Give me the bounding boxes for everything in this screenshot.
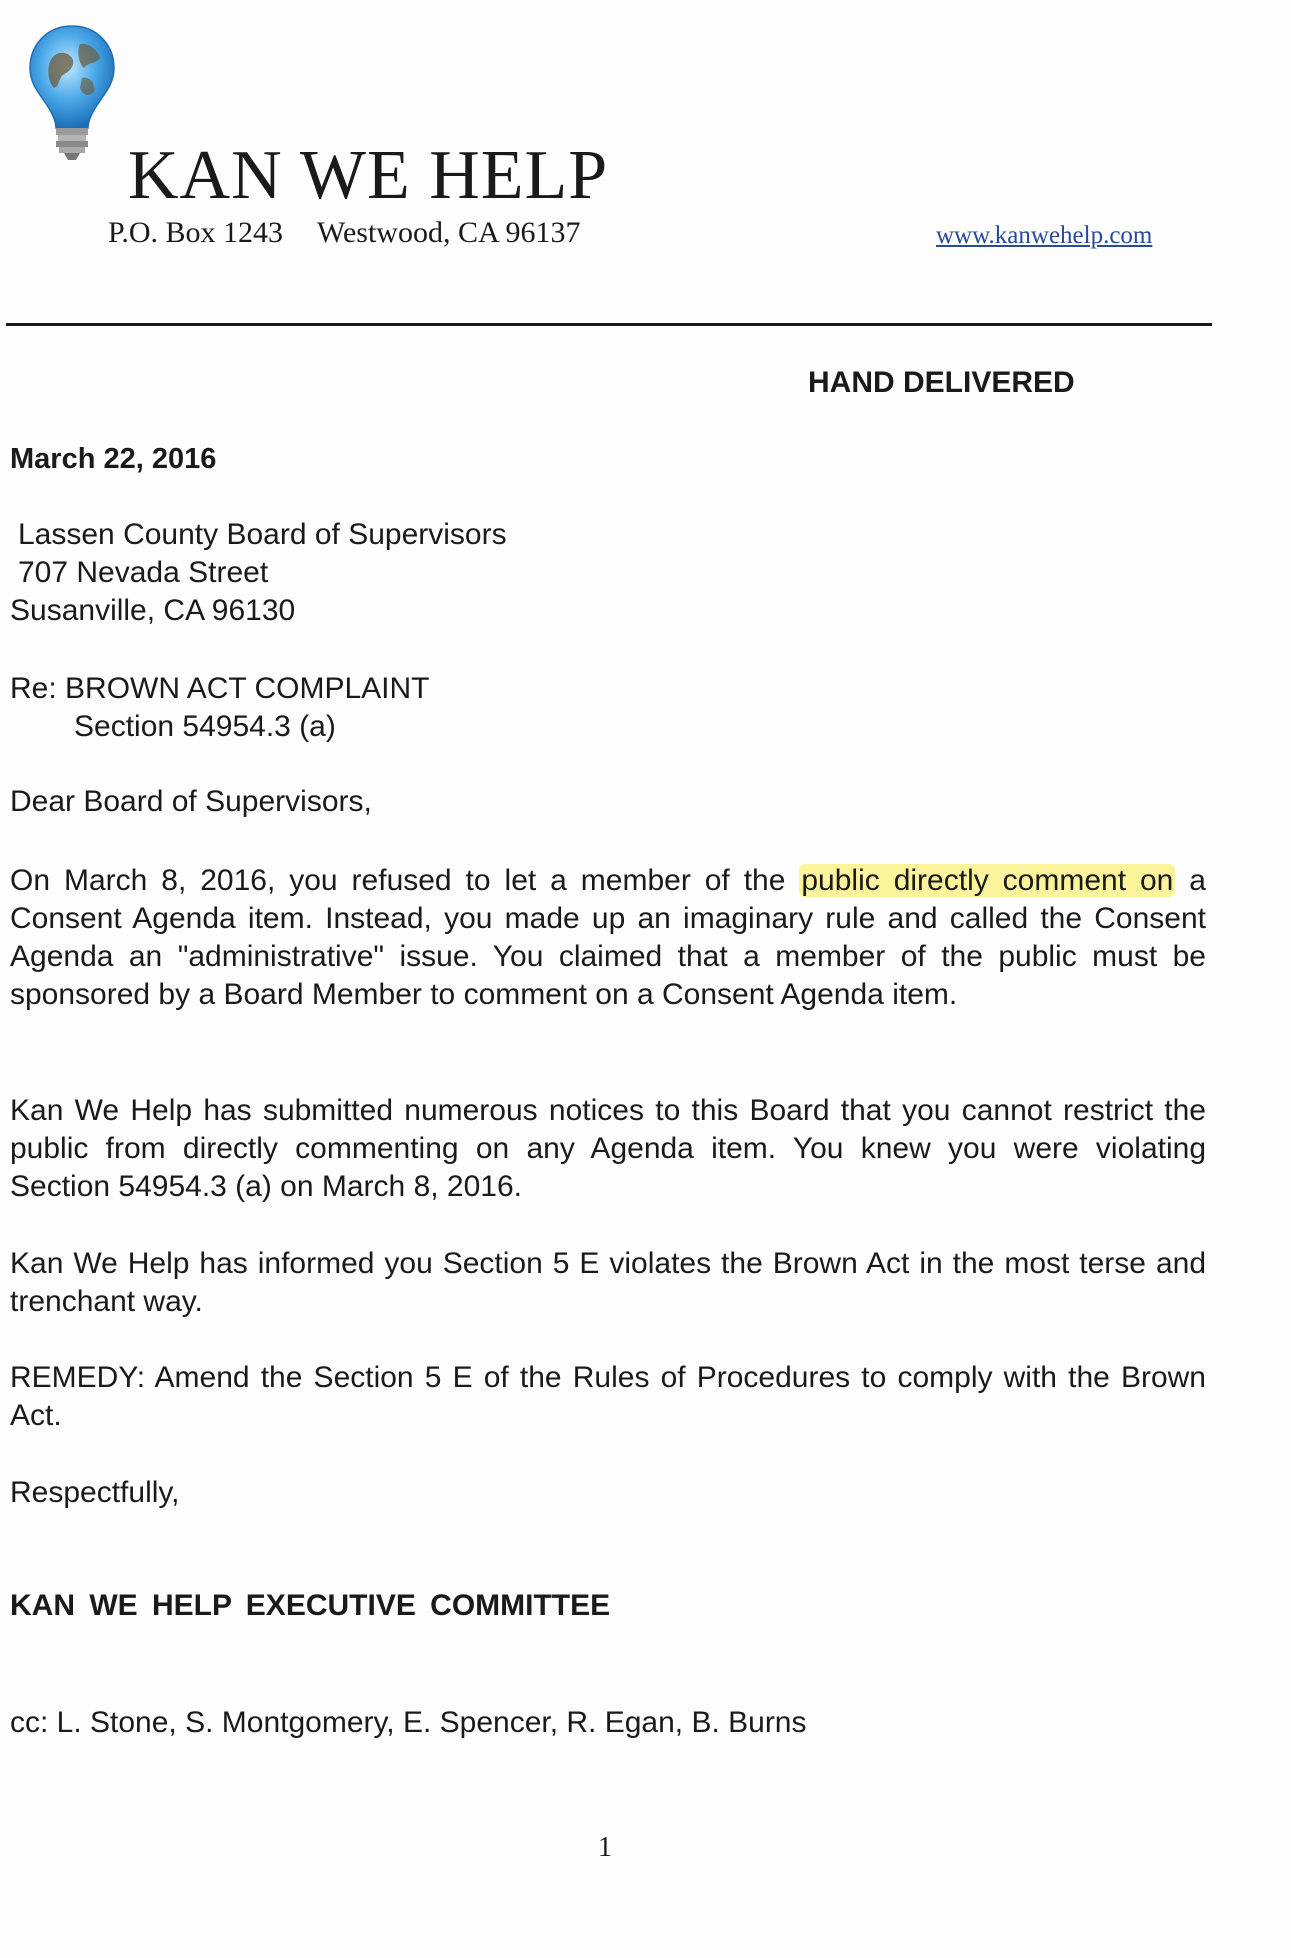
body-paragraph: Kan We Help has informed you Section 5 E violates the Brown Act in the most terse and trenchant way.	[10, 1247, 1206, 1318]
letterhead-address	[108, 216, 614, 250]
highlighted-text: public directly comment on	[801, 864, 1174, 897]
letter-date: March 22, 2016	[10, 443, 217, 475]
delivery-note: HAND DELIVERED	[808, 366, 1075, 399]
po-box: P.O. Box 1243	[108, 216, 284, 249]
signature: KAN WE HELP EXECUTIVE COMMITTEE	[10, 1589, 611, 1622]
website-link[interactable]: www.kanwehelp.com	[936, 222, 1153, 249]
recipient-line: 707 Nevada Street	[18, 556, 269, 589]
recipient-line: Susanville, CA 96130	[10, 594, 296, 627]
city-state-zip: Westwood, CA 96137	[317, 216, 581, 249]
subject-line	[10, 670, 430, 746]
subject-section: Section 54954.3 (a)	[74, 710, 336, 743]
organization-name: KAN WE HELP	[128, 137, 609, 214]
paragraph-text: On March 8, 2016, you refused to let a member of the	[10, 864, 800, 897]
closing: Respectfully,	[10, 1476, 180, 1509]
page-number: 1	[598, 1832, 612, 1863]
remedy-paragraph: REMEDY: Amend the Section 5 E of the Rules of Procedures to comply with the Brown Act.	[10, 1361, 1206, 1432]
body-paragraph	[10, 862, 1206, 1014]
subject-title: Re: BROWN ACT COMPLAINT	[10, 672, 430, 705]
lightbulb-globe-icon	[26, 22, 118, 172]
salutation: Dear Board of Supervisors,	[10, 785, 372, 818]
letterhead-divider	[6, 323, 1212, 326]
recipient-line: Lassen County Board of Supervisors	[18, 518, 507, 551]
recipient-address	[10, 516, 507, 630]
body-paragraph: Kan We Help has submitted numerous notices to this Board that you cannot restrict the public from directly commenting on any Agenda item. You knew you were violating Section 54954.3 (a) on March 8, 2016.	[10, 1094, 1206, 1203]
cc-list: cc: L. Stone, S. Montgomery, E. Spencer, R. Egan, B. Burns	[10, 1706, 807, 1739]
paragraph-text: a Consent Agenda item. Instead, you made up an imaginary rule and called the Consent Agenda an "administrative" issue. You claimed that a member of the public must be sponsored by a Board Member to comment on a Consent Agenda item.	[10, 864, 1206, 1011]
